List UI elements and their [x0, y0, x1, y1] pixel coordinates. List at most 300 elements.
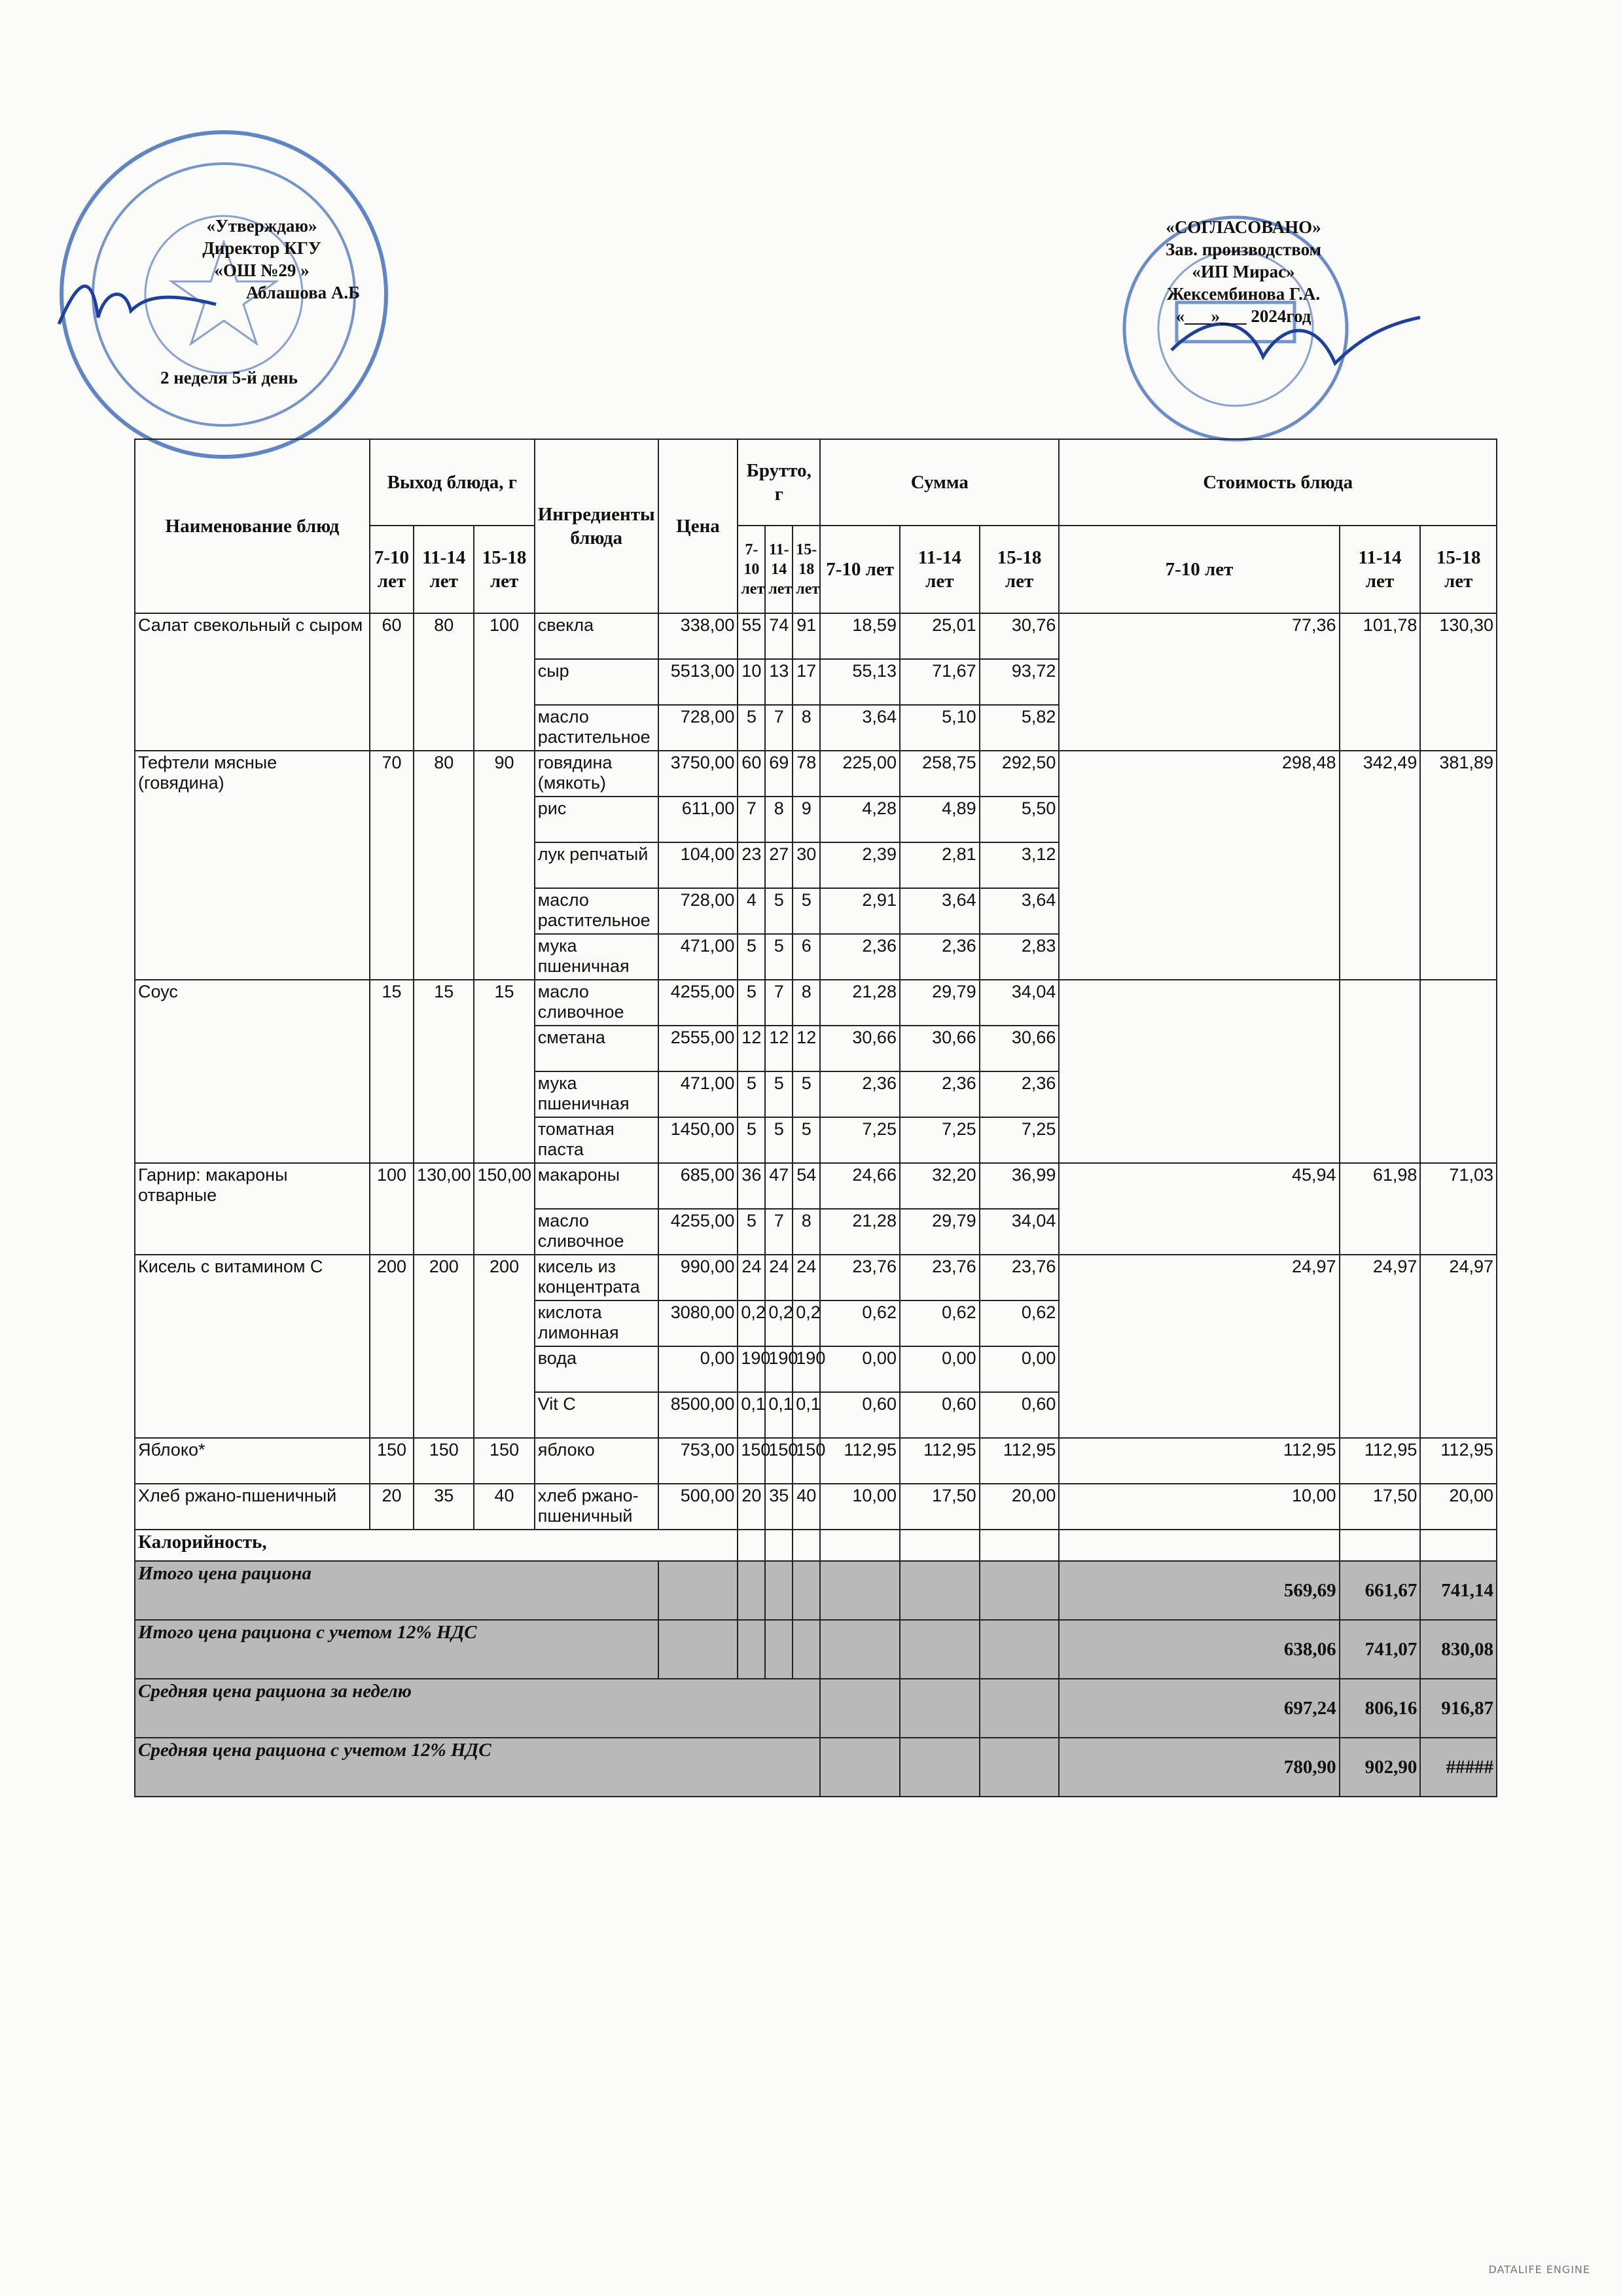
ingredient-sum: 4,28 — [820, 797, 900, 842]
ingredient-gross: 12 — [793, 1026, 820, 1071]
dish-cost: 24,97 — [1059, 1255, 1339, 1438]
dish-yield: 80 — [414, 613, 474, 751]
ingredient-gross: 5 — [738, 1117, 765, 1163]
ingredient-gross: 8 — [793, 980, 820, 1026]
ingredient-gross: 5 — [765, 888, 793, 934]
dish-cost: 24,97 — [1420, 1255, 1497, 1438]
ingredient-sum: 30,66 — [900, 1026, 980, 1071]
dish-yield: 15 — [370, 980, 414, 1163]
ingredient-sum: 34,04 — [980, 1209, 1060, 1255]
ingredient-gross: 7 — [765, 705, 793, 751]
ingredient-sum: 2,36 — [900, 1071, 980, 1117]
ingredient-sum: 2,91 — [820, 888, 900, 934]
dish-cost: 342,49 — [1340, 751, 1421, 980]
ingredient-sum: 0,60 — [980, 1392, 1060, 1438]
calories-cell — [738, 1530, 765, 1561]
calories-cell — [1340, 1530, 1421, 1561]
ingredient-gross: 6 — [793, 934, 820, 980]
total-value: 661,67 — [1340, 1561, 1421, 1620]
total-value: 830,08 — [1420, 1620, 1497, 1679]
ingredient-sum: 112,95 — [980, 1438, 1060, 1484]
ingredient-name: томатная паста — [535, 1117, 658, 1163]
dish-yield: 60 — [370, 613, 414, 751]
ingredient-sum: 18,59 — [820, 613, 900, 659]
ingredient-price: 1450,00 — [658, 1117, 738, 1163]
dish-yield: 150 — [474, 1438, 534, 1484]
ingredient-gross: 24 — [793, 1255, 820, 1300]
ingredient-name: масло растительное — [535, 705, 658, 751]
ingredient-price: 990,00 — [658, 1255, 738, 1300]
table-row — [135, 1163, 1497, 1209]
ingredient-gross: 60 — [738, 751, 765, 797]
ingredient-sum: 2,83 — [980, 934, 1060, 980]
ingredient-price: 4255,00 — [658, 1209, 738, 1255]
ingredient-sum: 112,95 — [900, 1438, 980, 1484]
ingredient-sum: 30,76 — [980, 613, 1060, 659]
ingredient-sum: 0,62 — [820, 1300, 900, 1346]
calories-row — [135, 1530, 1497, 1561]
dish-yield: 40 — [474, 1484, 534, 1530]
ingredient-sum: 0,62 — [980, 1300, 1060, 1346]
ingredient-sum: 225,00 — [820, 751, 900, 797]
ingredient-name: яблоко — [535, 1438, 658, 1484]
ingredient-gross: 17 — [793, 659, 820, 705]
calories-cell — [765, 1530, 793, 1561]
ingredient-gross: 5 — [793, 1071, 820, 1117]
col-header-sum: Сумма — [820, 439, 1059, 526]
ingredient-sum: 7,25 — [980, 1117, 1060, 1163]
dish-cost: 77,36 — [1059, 613, 1339, 751]
ingredient-sum: 2,39 — [820, 842, 900, 888]
dish-yield: 150 — [414, 1438, 474, 1484]
ingredient-gross: 150 — [738, 1438, 765, 1484]
ingredient-name: Vit C — [535, 1392, 658, 1438]
menu-day-title: 2 неделя 5-й день — [160, 368, 298, 387]
total-value: 697,24 — [1059, 1679, 1339, 1738]
ingredient-sum: 29,79 — [900, 980, 980, 1026]
total-empty-cell — [658, 1620, 738, 1679]
ingredient-gross: 0,2 — [765, 1300, 793, 1346]
dish-name: Яблоко* — [135, 1438, 370, 1484]
ingredient-gross: 0,1 — [765, 1392, 793, 1438]
col-header-dish-name: Наименование блюд — [135, 439, 370, 613]
ingredient-gross: 40 — [793, 1484, 820, 1530]
approval-block-left — [164, 215, 360, 304]
table-row — [135, 1438, 1497, 1484]
col-header-ingredients: Ингредиенты блюда — [535, 439, 658, 613]
ingredient-gross: 5 — [738, 934, 765, 980]
ingredient-sum: 0,60 — [900, 1392, 980, 1438]
dish-yield: 200 — [414, 1255, 474, 1438]
ingredient-gross: 74 — [765, 613, 793, 659]
ingredient-gross: 7 — [738, 797, 765, 842]
dish-cost: 112,95 — [1059, 1438, 1339, 1484]
table-row — [135, 613, 1497, 659]
yield-age-11-14: 11-14 лет — [414, 526, 474, 613]
total-label: Итого цена рациона с учетом 12% НДС — [135, 1620, 658, 1679]
yield-age-7-10: 7-10 лет — [370, 526, 414, 613]
total-empty-cell — [900, 1620, 980, 1679]
ingredient-gross: 30 — [793, 842, 820, 888]
ingredient-gross: 24 — [738, 1255, 765, 1300]
ingredient-sum: 23,76 — [820, 1255, 900, 1300]
ingredient-price: 338,00 — [658, 613, 738, 659]
dish-yield: 15 — [414, 980, 474, 1163]
ingredient-gross: 5 — [765, 934, 793, 980]
ingredient-sum: 4,89 — [900, 797, 980, 842]
ingredient-sum: 2,36 — [900, 934, 980, 980]
ingredient-sum: 25,01 — [900, 613, 980, 659]
dish-cost: 298,48 — [1059, 751, 1339, 980]
ingredient-gross: 190 — [738, 1346, 765, 1392]
ingredient-gross: 24 — [765, 1255, 793, 1300]
ingredient-name: говядина (мякоть) — [535, 751, 658, 797]
ingredient-price: 8500,00 — [658, 1392, 738, 1438]
ingredient-gross: 54 — [793, 1163, 820, 1209]
dish-yield: 130,00 — [414, 1163, 474, 1255]
ingredient-price: 611,00 — [658, 797, 738, 842]
ingredient-name: кислота лимонная — [535, 1300, 658, 1346]
total-empty-cell — [980, 1561, 1060, 1620]
ingredient-gross: 5 — [738, 705, 765, 751]
ingredient-price: 2555,00 — [658, 1026, 738, 1071]
total-row — [135, 1561, 1497, 1620]
ingredient-price: 500,00 — [658, 1484, 738, 1530]
ingredient-sum: 30,66 — [820, 1026, 900, 1071]
total-empty-cell — [980, 1679, 1060, 1738]
total-empty-cell — [980, 1738, 1060, 1797]
ingredient-sum: 93,72 — [980, 659, 1060, 705]
dish-name: Тефтели мясные (говядина) — [135, 751, 370, 980]
sum-age-15-18: 15-18 лет — [980, 526, 1060, 613]
total-empty-cell — [980, 1620, 1060, 1679]
ingredient-price: 3750,00 — [658, 751, 738, 797]
calories-cell — [1059, 1530, 1339, 1561]
total-empty-cell — [793, 1620, 820, 1679]
ingredient-price: 728,00 — [658, 705, 738, 751]
ingredient-gross: 36 — [738, 1163, 765, 1209]
calories-cell — [793, 1530, 820, 1561]
ingredient-price: 685,00 — [658, 1163, 738, 1209]
dish-cost — [1340, 980, 1421, 1163]
ingredient-gross: 5 — [738, 1071, 765, 1117]
total-empty-cell — [658, 1561, 738, 1620]
dish-name: Соус — [135, 980, 370, 1163]
total-empty-cell — [820, 1738, 900, 1797]
ingredient-gross: 69 — [765, 751, 793, 797]
dish-name: Гарнир: макароны отварные — [135, 1163, 370, 1255]
ingredient-sum: 0,00 — [900, 1346, 980, 1392]
ingredient-sum: 3,64 — [980, 888, 1060, 934]
total-value: 780,90 — [1059, 1738, 1339, 1797]
dish-name: Хлеб ржано-пшеничный — [135, 1484, 370, 1530]
ingredient-name: кисель из концентрата — [535, 1255, 658, 1300]
approval-left-line1: «Утверждаю» — [206, 216, 317, 236]
ingredient-gross: 5 — [738, 980, 765, 1026]
dish-yield: 15 — [474, 980, 534, 1163]
ingredient-sum: 3,64 — [900, 888, 980, 934]
ingredient-gross: 10 — [738, 659, 765, 705]
ingredient-gross: 47 — [765, 1163, 793, 1209]
cost-age-11-14: 11-14 лет — [1340, 526, 1421, 613]
col-header-price: Цена — [658, 439, 738, 613]
ingredient-gross: 8 — [793, 1209, 820, 1255]
dish-cost: 101,78 — [1340, 613, 1421, 751]
approval-left-line3: «ОШ №29 » — [214, 260, 310, 280]
ingredient-sum: 292,50 — [980, 751, 1060, 797]
ingredient-sum: 2,36 — [820, 934, 900, 980]
ingredient-price: 753,00 — [658, 1438, 738, 1484]
dish-yield: 80 — [414, 751, 474, 980]
ingredient-name: хлеб ржано-пшеничный — [535, 1484, 658, 1530]
ingredient-sum: 7,25 — [820, 1117, 900, 1163]
ingredient-sum: 17,50 — [900, 1484, 980, 1530]
total-empty-cell — [738, 1620, 765, 1679]
ingredient-name: мука пшеничная — [535, 1071, 658, 1117]
calories-cell — [900, 1530, 980, 1561]
col-header-yield: Выход блюда, г — [370, 439, 535, 526]
ingredient-price: 5513,00 — [658, 659, 738, 705]
dish-cost: 61,98 — [1340, 1163, 1421, 1255]
table-row — [135, 980, 1497, 1026]
table-row — [135, 1255, 1497, 1300]
total-label: Средняя цена рациона за неделю — [135, 1679, 820, 1738]
cost-age-7-10: 7-10 лет — [1059, 526, 1339, 613]
dish-yield: 200 — [370, 1255, 414, 1438]
ingredient-name: лук репчатый — [535, 842, 658, 888]
total-value: 569,69 — [1059, 1561, 1339, 1620]
ingredient-sum: 2,36 — [820, 1071, 900, 1117]
ingredient-sum: 23,76 — [900, 1255, 980, 1300]
gross-age-7-10: 7-10 лет — [738, 526, 765, 613]
ingredient-gross: 4 — [738, 888, 765, 934]
ingredient-name: масло растительное — [535, 888, 658, 934]
ingredient-gross: 190 — [793, 1346, 820, 1392]
ingredient-sum: 71,67 — [900, 659, 980, 705]
dish-name: Салат свекольный с сыром — [135, 613, 370, 751]
col-header-gross: Брутто, г — [738, 439, 820, 526]
total-label: Итого цена рациона — [135, 1561, 658, 1620]
ingredient-sum: 55,13 — [820, 659, 900, 705]
ingredient-gross: 35 — [765, 1484, 793, 1530]
total-empty-cell — [900, 1561, 980, 1620]
dish-cost — [1059, 980, 1339, 1163]
approval-right-line3: «ИП Мирас» — [1192, 262, 1295, 281]
gross-age-15-18: 15-18 лет — [793, 526, 820, 613]
approval-left-line2: Директор КГУ — [202, 238, 321, 258]
dish-cost: 381,89 — [1420, 751, 1497, 980]
dish-cost — [1420, 980, 1497, 1163]
dish-yield: 200 — [474, 1255, 534, 1438]
approval-right-line1: «СОГЛАСОВАНО» — [1166, 217, 1321, 237]
sum-age-11-14: 11-14 лет — [900, 526, 980, 613]
dish-yield: 20 — [370, 1484, 414, 1530]
ingredient-price: 471,00 — [658, 934, 738, 980]
dish-cost: 45,94 — [1059, 1163, 1339, 1255]
total-label: Средняя цена рациона с учетом 12% НДС — [135, 1738, 820, 1797]
cost-age-15-18: 15-18 лет — [1420, 526, 1497, 613]
dish-cost: 10,00 — [1059, 1484, 1339, 1530]
total-row — [135, 1620, 1497, 1679]
ingredient-sum: 30,66 — [980, 1026, 1060, 1071]
ingredient-gross: 5 — [765, 1071, 793, 1117]
ingredient-name: рис — [535, 797, 658, 842]
ingredient-name: сыр — [535, 659, 658, 705]
ingredient-price: 104,00 — [658, 842, 738, 888]
total-empty-cell — [793, 1561, 820, 1620]
dish-yield: 100 — [370, 1163, 414, 1255]
ingredient-sum: 2,36 — [980, 1071, 1060, 1117]
ingredient-price: 728,00 — [658, 888, 738, 934]
ingredient-gross: 150 — [793, 1438, 820, 1484]
dish-cost: 17,50 — [1340, 1484, 1421, 1530]
ingredient-sum: 3,12 — [980, 842, 1060, 888]
ingredient-sum: 5,50 — [980, 797, 1060, 842]
ingredient-sum: 29,79 — [900, 1209, 980, 1255]
ingredient-gross: 23 — [738, 842, 765, 888]
total-value: 916,87 — [1420, 1679, 1497, 1738]
ingredient-price: 471,00 — [658, 1071, 738, 1117]
ingredient-name: сметана — [535, 1026, 658, 1071]
table-row — [135, 751, 1497, 797]
ingredient-gross: 5 — [765, 1117, 793, 1163]
ingredient-gross: 13 — [765, 659, 793, 705]
dish-cost: 112,95 — [1340, 1438, 1421, 1484]
dish-cost: 112,95 — [1420, 1438, 1497, 1484]
ingredient-sum: 112,95 — [820, 1438, 900, 1484]
ingredient-gross: 0,2 — [738, 1300, 765, 1346]
total-value: 806,16 — [1340, 1679, 1421, 1738]
total-empty-cell — [820, 1679, 900, 1738]
approval-block-right — [1139, 216, 1348, 327]
dish-yield: 150,00 — [474, 1163, 534, 1255]
total-empty-cell — [765, 1561, 793, 1620]
ingredient-name: вода — [535, 1346, 658, 1392]
total-empty-cell — [900, 1738, 980, 1797]
ingredient-gross: 190 — [765, 1346, 793, 1392]
menu-body — [135, 613, 1497, 1797]
ingredient-name: масло сливочное — [535, 1209, 658, 1255]
total-empty-cell — [900, 1679, 980, 1738]
ingredient-gross: 5 — [793, 888, 820, 934]
menu-table — [134, 439, 1497, 1797]
ingredient-sum: 36,99 — [980, 1163, 1060, 1209]
calories-cell — [820, 1530, 900, 1561]
ingredient-gross: 150 — [765, 1438, 793, 1484]
ingredient-gross: 12 — [765, 1026, 793, 1071]
ingredient-name: масло сливочное — [535, 980, 658, 1026]
ingredient-sum: 20,00 — [980, 1484, 1060, 1530]
ingredient-gross: 20 — [738, 1484, 765, 1530]
ingredient-sum: 21,28 — [820, 980, 900, 1026]
table-row — [135, 1484, 1497, 1530]
ingredient-price: 3080,00 — [658, 1300, 738, 1346]
ingredient-sum: 0,62 — [900, 1300, 980, 1346]
ingredient-sum: 24,66 — [820, 1163, 900, 1209]
footer-logo: DATALIFE ENGINE — [1488, 2263, 1590, 2276]
ingredient-name: макароны — [535, 1163, 658, 1209]
ingredient-gross: 91 — [793, 613, 820, 659]
ingredient-gross: 7 — [765, 980, 793, 1026]
total-value: 741,07 — [1340, 1620, 1421, 1679]
ingredient-sum: 0,00 — [820, 1346, 900, 1392]
ingredient-sum: 10,00 — [820, 1484, 900, 1530]
ingredient-sum: 2,81 — [900, 842, 980, 888]
ingredient-sum: 258,75 — [900, 751, 980, 797]
total-empty-cell — [738, 1561, 765, 1620]
sum-age-7-10: 7-10 лет — [820, 526, 900, 613]
total-value: ##### — [1420, 1738, 1497, 1797]
dish-cost: 130,30 — [1420, 613, 1497, 751]
dish-name: Кисель с витамином С — [135, 1255, 370, 1438]
ingredient-gross: 5 — [738, 1209, 765, 1255]
ingredient-gross: 8 — [765, 797, 793, 842]
ingredient-gross: 78 — [793, 751, 820, 797]
dish-cost: 71,03 — [1420, 1163, 1497, 1255]
ingredient-sum: 0,00 — [980, 1346, 1060, 1392]
dish-yield: 70 — [370, 751, 414, 980]
ingredient-sum: 7,25 — [900, 1117, 980, 1163]
total-empty-cell — [820, 1561, 900, 1620]
approval-left-line4: Аблашова А.Б — [245, 283, 360, 302]
ingredient-sum: 23,76 — [980, 1255, 1060, 1300]
ingredient-sum: 32,20 — [900, 1163, 980, 1209]
ingredient-gross: 0,1 — [793, 1392, 820, 1438]
total-empty-cell — [765, 1620, 793, 1679]
ingredient-sum: 5,82 — [980, 705, 1060, 751]
ingredient-gross: 5 — [793, 1117, 820, 1163]
ingredient-sum: 34,04 — [980, 980, 1060, 1026]
ingredient-gross: 8 — [793, 705, 820, 751]
approval-right-line2: Зав. производством — [1165, 240, 1322, 259]
ingredient-sum: 5,10 — [900, 705, 980, 751]
total-row — [135, 1679, 1497, 1738]
ingredient-name: мука пшеничная — [535, 934, 658, 980]
ingredient-sum: 3,64 — [820, 705, 900, 751]
ingredient-sum: 0,60 — [820, 1392, 900, 1438]
total-value: 902,90 — [1340, 1738, 1421, 1797]
total-empty-cell — [820, 1620, 900, 1679]
dish-yield: 90 — [474, 751, 534, 980]
approval-right-line5: «___»___ 2024год — [1175, 306, 1311, 326]
ingredient-gross: 0,2 — [793, 1300, 820, 1346]
ingredient-price: 4255,00 — [658, 980, 738, 1026]
calories-cell — [980, 1530, 1060, 1561]
ingredient-gross: 27 — [765, 842, 793, 888]
total-value: 638,06 — [1059, 1620, 1339, 1679]
calories-label: Калорийность, — [135, 1530, 738, 1561]
ingredient-gross: 12 — [738, 1026, 765, 1071]
dish-yield: 100 — [474, 613, 534, 751]
calories-cell — [1420, 1530, 1497, 1561]
ingredient-gross: 7 — [765, 1209, 793, 1255]
ingredient-gross: 9 — [793, 797, 820, 842]
total-value: 741,14 — [1420, 1561, 1497, 1620]
dish-yield: 150 — [370, 1438, 414, 1484]
ingredient-name: свекла — [535, 613, 658, 659]
gross-age-11-14: 11-14 лет — [765, 526, 793, 613]
ingredient-gross: 55 — [738, 613, 765, 659]
dish-cost: 20,00 — [1420, 1484, 1497, 1530]
total-row — [135, 1738, 1497, 1797]
ingredient-price: 0,00 — [658, 1346, 738, 1392]
dish-yield: 35 — [414, 1484, 474, 1530]
ingredient-gross: 0,1 — [738, 1392, 765, 1438]
ingredient-sum: 21,28 — [820, 1209, 900, 1255]
yield-age-15-18: 15-18 лет — [474, 526, 534, 613]
col-header-cost: Стоимость блюда — [1059, 439, 1497, 526]
dish-cost: 24,97 — [1340, 1255, 1421, 1438]
